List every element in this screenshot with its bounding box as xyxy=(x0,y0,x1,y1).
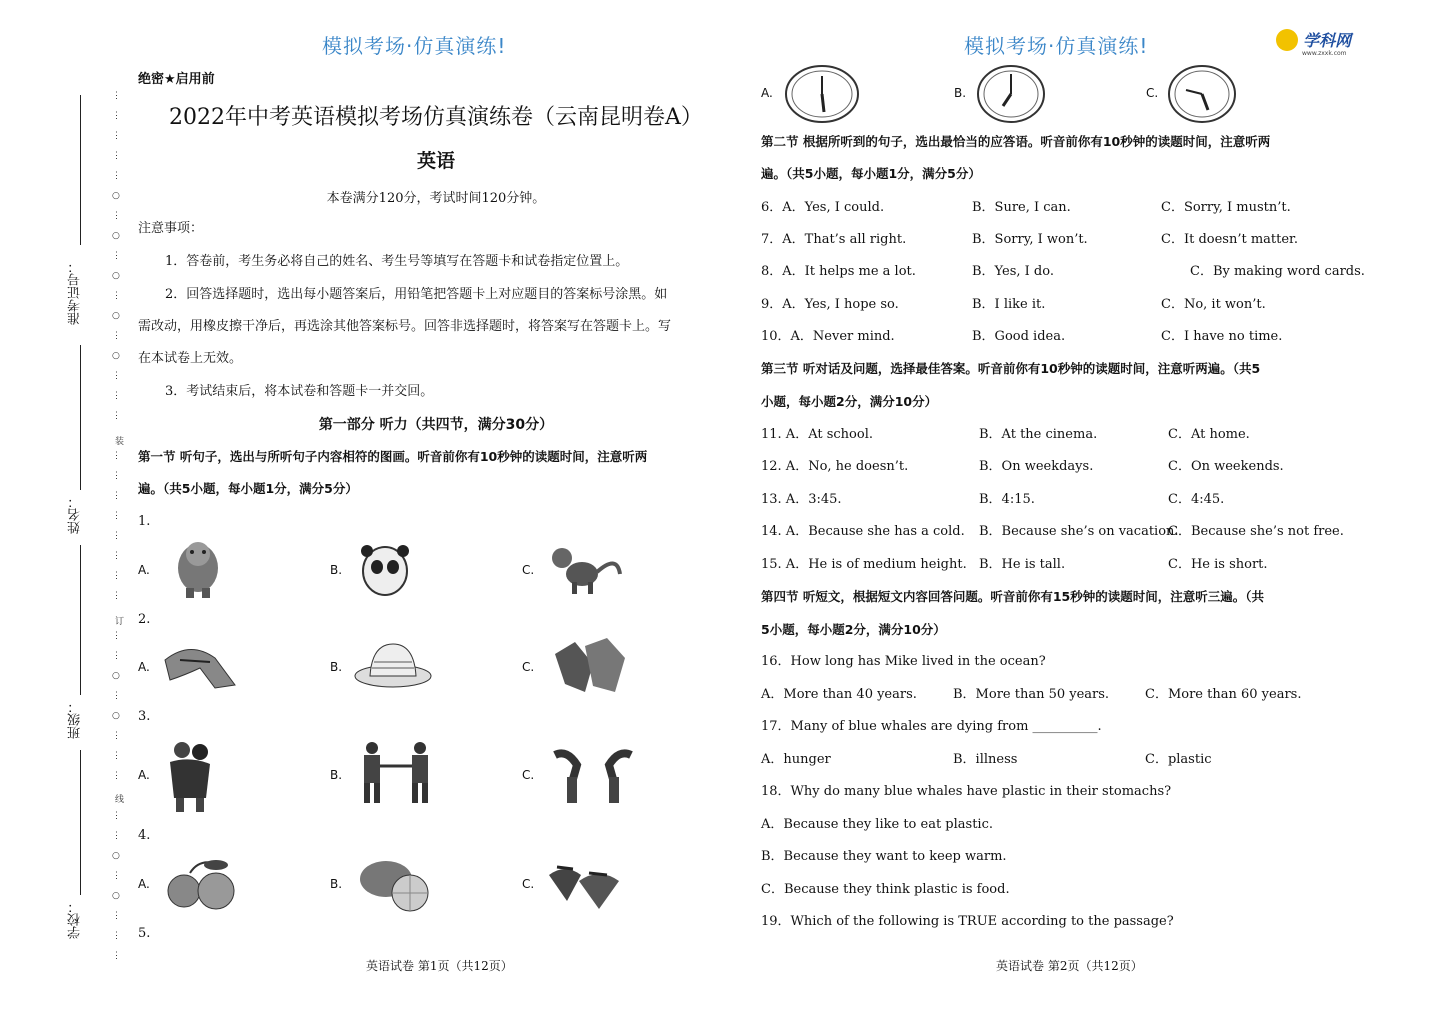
binding-mark-zhuang: 装 xyxy=(115,437,125,447)
hat-image xyxy=(352,638,434,690)
q15-option-c: C．He is short. xyxy=(1168,557,1268,572)
q6-option-b: B．Sure, I can. xyxy=(972,200,1071,215)
section-4-line-1: 第四节 听短文，根据短文内容回答问题。听音前你有15秒钟的读题时间，注意听三遍。（共 xyxy=(761,589,1264,604)
handshake-image xyxy=(354,740,438,806)
right-page-footer: 英语试卷 第2页（共12页） xyxy=(996,959,1143,973)
q14-option-b: B．Because she’s on vacation. xyxy=(979,524,1179,539)
q11-option-b: B．At the cinema. xyxy=(979,427,1098,442)
q10-option-a: 10．A．Never mind. xyxy=(761,329,895,344)
q4-option-b-label: B. xyxy=(330,877,343,891)
q1-option-c-label: C. xyxy=(522,563,535,577)
q3-option-c-label: C. xyxy=(522,768,535,782)
q14-option-a: 14. A．Because she has a cold. xyxy=(761,524,965,539)
class-line xyxy=(80,545,81,695)
logo-url: www.zxxk.com xyxy=(1302,50,1347,57)
q13-option-c: C．4:45. xyxy=(1168,492,1225,507)
class-label: 班级： xyxy=(68,700,83,739)
tiger-mascot-image xyxy=(158,538,238,600)
gloves-image xyxy=(545,634,631,698)
question-3-number: 3. xyxy=(138,709,151,724)
scarf-image xyxy=(160,640,240,690)
q18-option-b: B．Because they want to keep warm. xyxy=(761,849,1007,864)
q3-option-a-label: A. xyxy=(138,768,150,782)
q7-option-c: C．It doesn’t matter. xyxy=(1161,232,1298,247)
q10-option-b: B．Good idea. xyxy=(972,329,1066,344)
school-label: 学校： xyxy=(68,900,83,939)
strawberries-image xyxy=(545,855,623,911)
q12-option-b: B．On weekdays. xyxy=(979,459,1094,474)
clock-a-label: A. xyxy=(761,86,773,100)
question-4-number: 4. xyxy=(138,828,151,843)
q17-stem: 17．Many of blue whales are dying from __________. xyxy=(761,719,1102,734)
q12-option-c: C．On weekends. xyxy=(1168,459,1284,474)
exam-number-line xyxy=(80,95,81,245)
q17-option-a: A．hunger xyxy=(761,752,831,767)
question-1-number: 1. xyxy=(138,514,151,529)
q18-option-c: C．Because they think plastic is food. xyxy=(761,882,1010,897)
q14-option-c: C．Because she’s not free. xyxy=(1168,524,1344,539)
section-2-line-1: 第二节 根据所听到的句子，选出最恰当的应答语。听音前你有10秒钟的读题时间，注意听两 xyxy=(761,134,1271,149)
section-3-line-2: 小题，每小题2分，满分10分） xyxy=(761,394,938,409)
q2-option-b-label: B. xyxy=(330,660,343,674)
q9-option-c: C．No, it won’t. xyxy=(1161,297,1266,312)
section-3-line-1: 第三节 听对话及问题，选择最佳答案。听音前你有10秒钟的读题时间，注意听两遍。（共5 xyxy=(761,361,1261,376)
logo-icon xyxy=(1276,29,1298,51)
header-slogan-right: 模拟考场·仿真演练! xyxy=(964,34,1149,58)
binding-dotted-line: ⋮ ⋮ ⋮ ⋮ ⋮ ○ ⋮ ○ ⋮ ○ ⋮ ○ ⋮ ○ ⋮ ⋮ ⋮ ⋮ ⋮ ⋮ ⋮ ⋮ ⋮ ⋮ ⋮ ⋮ ⋮ ○ ⋮ ○ ⋮ ⋮ ⋮ ⋮ ⋮ ○ ⋮ ○ ⋮ ⋮ ⋮ xyxy=(112,91,121,961)
clock-c-image xyxy=(1166,64,1238,124)
note-3: 3．考试结束后，将本试卷和答题卡一并交回。 xyxy=(165,384,434,399)
section-1-line-2: 遍。（共5小题，每小题1分，满分5分） xyxy=(138,481,358,496)
binding-mark-ding: 订 xyxy=(115,617,125,627)
question-2-number: 2. xyxy=(138,612,151,627)
clock-c-label: C. xyxy=(1146,86,1159,100)
section-4-line-2: 5小题，每小题2分，满分10分） xyxy=(761,622,946,637)
q13-option-a: 13. A．3:45. xyxy=(761,492,842,507)
q3-option-b-label: B. xyxy=(330,768,343,782)
clock-a-image xyxy=(783,64,861,124)
q4-option-c-label: C. xyxy=(522,877,535,891)
note-1: 1．答卷前，考生务必将自己的姓名、考生号等填写在答题卡和试卷指定位置上。 xyxy=(165,254,629,269)
page-title: 2022年中考英语模拟考场仿真演练卷（云南昆明卷A） xyxy=(169,105,703,130)
notes-heading: 注意事项： xyxy=(138,221,204,236)
bowing-people-image xyxy=(545,745,641,805)
header-slogan-left: 模拟考场·仿真演练! xyxy=(322,34,507,58)
q13-option-b: B．4:15. xyxy=(979,492,1035,507)
q17-option-c: C．plastic xyxy=(1145,752,1212,767)
section-2-line-2: 遍。（共5小题，每小题1分，满分5分） xyxy=(761,166,981,181)
oranges-image xyxy=(160,855,244,913)
q18-option-a: A．Because they like to eat plastic. xyxy=(761,817,994,832)
q8-option-b: B．Yes, I do. xyxy=(972,264,1054,279)
q12-option-a: 12. A．No, he doesn’t. xyxy=(761,459,909,474)
q9-option-b: B．I like it. xyxy=(972,297,1046,312)
left-page-footer: 英语试卷 第1页（共12页） xyxy=(366,959,513,973)
q2-option-c-label: C. xyxy=(522,660,535,674)
clock-b-label: B. xyxy=(954,86,967,100)
q16-option-b: B．More than 50 years. xyxy=(953,687,1110,702)
q8-option-a: 8．A．It helps me a lot. xyxy=(761,264,916,279)
section-1-line-1: 第一节 听句子，选出与所听句子内容相符的图画。听音前你有10秒钟的读题时间，注意听两 xyxy=(138,449,648,464)
subject-title: 英语 xyxy=(416,150,455,172)
name-line xyxy=(80,345,81,490)
q15-option-b: B．He is tall. xyxy=(979,557,1066,572)
panda-mascot-image xyxy=(355,543,415,599)
binding-mark-xian: 线 xyxy=(115,795,125,805)
note-2-line-2: 需改动，用橡皮擦干净后，再选涂其他答案标号。回答非选择题时，将答案写在答题卡上。写 xyxy=(138,319,672,334)
school-line xyxy=(80,750,81,895)
q1-option-a-label: A. xyxy=(138,563,150,577)
name-label: 姓名： xyxy=(68,495,83,534)
note-2-line-1: 2．回答选择题时，选出每小题答案后，用铅笔把答题卡上对应题目的答案标号涂黑。如 xyxy=(165,287,668,302)
q18-stem: 18．Why do many blue whales have plastic in their stomachs? xyxy=(761,784,1172,799)
q16-option-a: A．More than 40 years. xyxy=(761,687,917,702)
q2-option-a-label: A. xyxy=(138,660,150,674)
note-2-line-3: 在本试卷上无效。 xyxy=(138,351,243,366)
q7-option-a: 7．A．That’s all right. xyxy=(761,232,907,247)
site-logo xyxy=(1276,28,1352,57)
q6-option-a: 6．A．Yes, I could. xyxy=(761,200,885,215)
q11-option-c: C．At home. xyxy=(1168,427,1250,442)
q17-option-b: B．illness xyxy=(953,752,1018,767)
question-5-number: 5. xyxy=(138,926,151,941)
q16-stem: 16．How long has Mike lived in the ocean? xyxy=(761,654,1046,669)
q10-option-c: C．I have no time. xyxy=(1161,329,1283,344)
lemon-image xyxy=(352,855,436,913)
clock-b-image xyxy=(975,64,1047,124)
part-1-heading: 第一部分 听力（共四节，满分30分） xyxy=(318,417,554,433)
q11-option-a: 11. A．At school. xyxy=(761,427,873,442)
q16-option-c: C．More than 60 years. xyxy=(1145,687,1302,702)
exam-number-label: 准考证号： xyxy=(68,260,83,325)
q19-stem: 19．Which of the following is TRUE according to the passage? xyxy=(761,914,1174,929)
q9-option-a: 9．A．Yes, I hope so. xyxy=(761,297,899,312)
q4-option-a-label: A. xyxy=(138,877,150,891)
confidential-label: 绝密★启用前 xyxy=(138,72,215,87)
q7-option-b: B．Sorry, I won’t. xyxy=(972,232,1088,247)
q1-option-b-label: B. xyxy=(330,563,343,577)
logo-text: 学科网 xyxy=(1303,31,1352,50)
exam-info: 本卷满分120分，考试时间120分钟。 xyxy=(326,191,546,206)
q15-option-a: 15. A．He is of medium height. xyxy=(761,557,967,572)
q6-option-c: C．Sorry, I mustn’t. xyxy=(1161,200,1291,215)
hugging-people-image xyxy=(160,738,222,814)
q8-option-c: C．By making word cards. xyxy=(1190,264,1365,279)
monkey-image xyxy=(542,544,624,596)
